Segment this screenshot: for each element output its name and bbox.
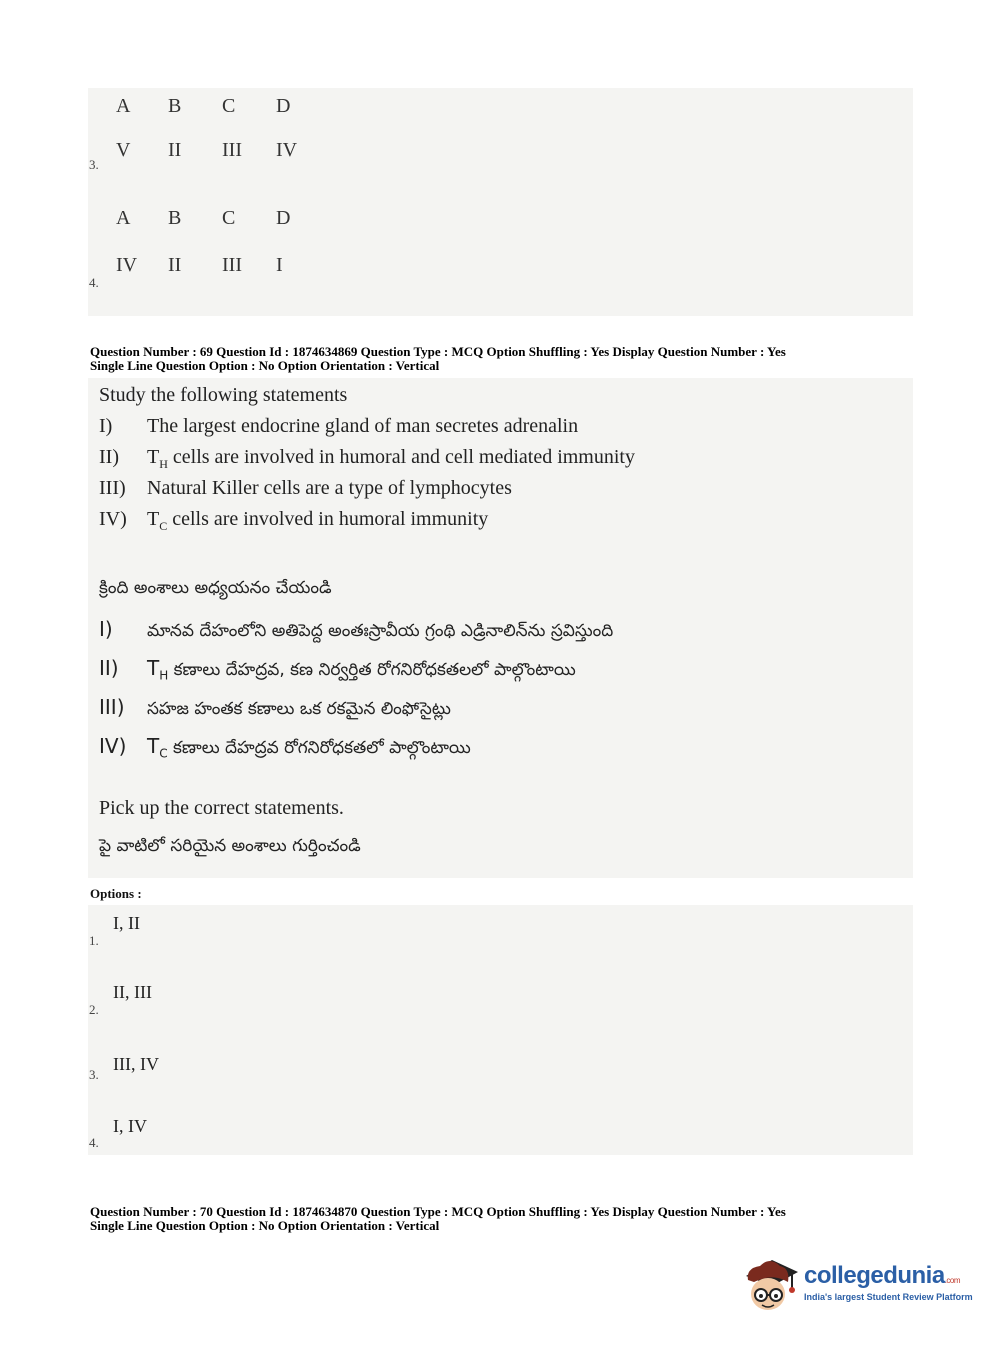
statement-en-3: III) Natural Killer cells are a type of lymphocytes: [99, 477, 512, 499]
option-number: 3.: [89, 157, 99, 172]
match-value: V: [116, 139, 131, 161]
q69-meta-line2: Single Line Question Option : No Option Orientation : Vertical: [90, 358, 440, 373]
q69-meta-line1: Question Number : 69 Question Id : 1874634869 Question Type : MCQ Option Shuffling : Yes Display Question Number : Yes: [90, 344, 786, 359]
col-header: A: [116, 95, 131, 117]
logo-tagline: India's largest Student Review Platform: [804, 1292, 973, 1302]
option-text: II, III: [113, 982, 152, 1002]
scan-panel-prev-options: [88, 88, 913, 316]
col-header: D: [276, 207, 291, 229]
option-number: 3.: [89, 1067, 99, 1082]
match-value: II: [168, 254, 182, 276]
option-number: 2.: [89, 1002, 99, 1017]
statement-te-3: III) సహజ హంతక కణాలు ఒక రకమైన లింఫోసైట్లు: [99, 695, 451, 719]
option-text: I, II: [113, 913, 140, 933]
intro-telugu: క్రింది అంశాలు అధ్యయనం చేయండి: [99, 578, 332, 598]
pick-telugu: పై వాటిలో సరియైన అంశాలు గుర్తించండి: [99, 836, 361, 856]
statement-te-2: II) $T_H$ కణాలు దేహద్రవ, కణ నిర్వర్తిత రోగనిరోధకతలలో పాల్గొంటాయి: [99, 656, 576, 683]
q70-meta-line2: Single Line Question Option : No Option Orientation : Vertical: [90, 1218, 440, 1233]
col-header: C: [222, 207, 236, 229]
match-value: II: [168, 139, 182, 161]
scan-panel-options: [88, 905, 913, 1155]
option-number: 1.: [89, 933, 99, 948]
match-value: IV: [276, 139, 298, 161]
logo-suffix: .com: [944, 1276, 961, 1285]
statement-te-1: I) మానవ దేహంలోని అతిపెద్ద అంతఃస్రావీయ గ్రంథి ఎడ్రినాలిన్‌ను స్రవిస్తుంది: [99, 617, 614, 641]
statement-en-2: II) $T_H$ cells are involved in humoral and cell mediated immunity: [99, 446, 635, 471]
options-label: Options :: [90, 886, 142, 901]
statement-te-4: IV) $T_C$ కణాలు దేహద్రవ రోగనిరోధకతలో పాల్గొంటాయి: [99, 734, 471, 761]
col-header: D: [276, 95, 291, 117]
match-value: IV: [116, 254, 138, 276]
option-number: 4.: [89, 1135, 99, 1150]
match-value: III: [222, 254, 242, 276]
col-header: C: [222, 95, 236, 117]
pick-english: Pick up the correct statements.: [99, 797, 344, 819]
col-header: B: [168, 207, 182, 229]
intro-english: Study the following statements: [99, 384, 348, 406]
option-text: I, IV: [113, 1116, 147, 1136]
option-number: 4.: [89, 275, 99, 290]
col-header: B: [168, 95, 182, 117]
logo-wordmark: collegedunia: [804, 1262, 945, 1289]
col-header: A: [116, 207, 131, 229]
statement-en-1: I) The largest endocrine gland of man secretes adrenalin: [99, 415, 579, 437]
statement-en-4: IV) $T_C$ cells are involved in humoral immunity: [99, 508, 489, 533]
q70-meta-line1: Question Number : 70 Question Id : 1874634870 Question Type : MCQ Option Shuffling : Yes Display Question Number : Yes: [90, 1204, 786, 1219]
match-value: III: [222, 139, 242, 161]
collegedunia-logo[interactable]: [740, 1250, 973, 1320]
option-text: III, IV: [113, 1054, 159, 1074]
mascot-icon: [740, 1250, 802, 1320]
match-value: I: [276, 254, 283, 276]
